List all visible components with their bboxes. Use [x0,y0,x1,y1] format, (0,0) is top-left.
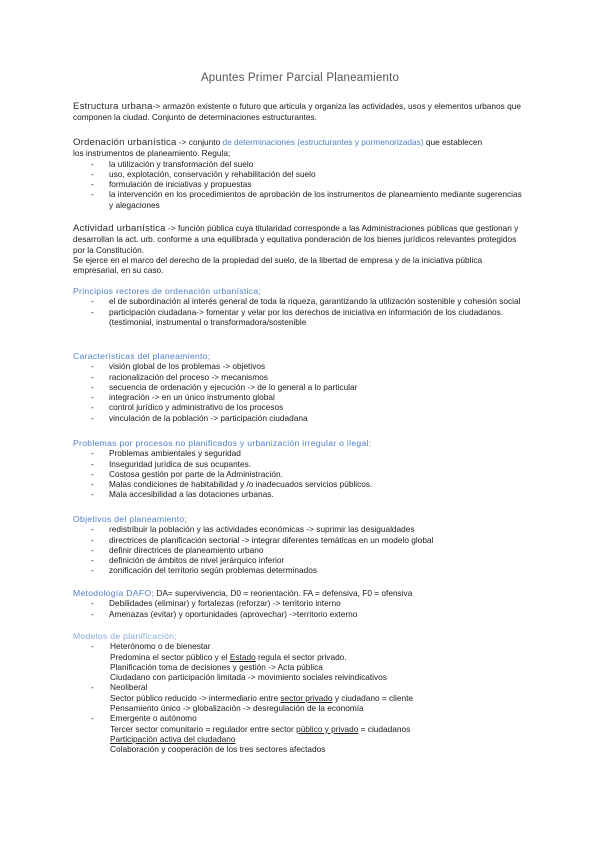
principios-list [73,296,528,327]
model-underlined: público y privado [296,723,359,734]
model-line: Pensamiento único -> globalización -> desregulación de la economía [110,703,364,714]
list-item: - Mala accesibilidad a las dotaciones urbanas. [73,489,528,499]
model-line [110,693,528,703]
list-item: - definir directrices de planeamiento urbano [73,545,528,555]
estructura-text: -> armazón existente o futuro que articula y organiza las actividades, usos y elementos urbanos que componen la ciudad. Conjunto de determinaciones estructurantes. [73,101,521,123]
ordenacion-term: Ordenación urbanística [73,137,177,148]
section-modelos [73,631,528,755]
list-item: - secuencia de ordenación y ejecución -> de lo general a lo particular [73,382,528,392]
section-principios [73,286,528,327]
model-underlined: sector privado [280,692,333,703]
dafo-heading: Metodología DAFO; [73,588,155,598]
actividad-paragraph-2: Se ejerce en el marco del derecho de la propiedad del suelo, de la libertad de empresa y de la iniciativa pública empresarial, en su caso. [73,254,483,276]
model-text: regula el sector privado. [255,651,347,662]
section-ordenacion [73,137,528,210]
list-item: - Costosa gestión por parte de la Administración. [73,469,528,479]
dafo-paragraph [73,588,528,598]
list-item: - integración -> en un único instrumento global [73,392,528,402]
list-item: - el de subordinación al interés general de toda la riqueza, garantizando la utilización sostenible y cohesión social [73,296,528,306]
list-item: - participación ciudadana-> fomentar y velar por los derechos de iniciativa en información de los ciudadanos. (testimonial, instrumental o transformadora/sostenible [73,307,528,328]
list-item: - visión global de los problemas -> objetivos [73,361,528,371]
list-item: - control jurídico y administrativo de los procesos [73,402,528,412]
list-item: - Debilidades (eliminar) y fortalezas (reforzar) -> territorio interno [73,598,528,608]
problemas-heading: Problemas por procesos no planificados y urbanización irregular o ilegal: [73,438,372,448]
caracteristicas-list [73,361,528,423]
list-item: - vinculación de la población -> participación ciudadana [73,413,528,423]
caracteristicas-heading: Características del planeamiento; [73,351,211,361]
actividad-text: -> función pública cuya titularidad corresponde a las Administraciones públicas que gestionan y desarrollan la act. urb. conforme a una equilibrada y equitativa ponderación de los bienes jurídicos relevantes protegidos por la Constitución. [73,223,519,255]
list-item: - Inseguridad jurídica de sus ocupantes. [73,459,528,469]
list-item: - formulación de iniciativas y propuestas [73,179,528,189]
list-item: - la utilización y transformación del suelo [73,159,528,169]
dafo-text: DA= supervivencia, D0 = reorientación. FA = defensiva, F0 = ofensiva [154,588,413,598]
list-item: - Malas condiciones de habitabilidad y /o inadecuados servicios públicos. [73,479,528,489]
list-item: - zonificación del territorio según problemas determinados [73,565,528,575]
problemas-list [73,448,528,499]
modelos-list [73,641,528,754]
section-actividad [73,223,528,275]
list-item: - Amenazas (evitar) y oportunidades (aprovechar) ->territorio externo [73,609,528,619]
model-line: Planificación toma de decisiones y gestión -> Acta pública [110,661,323,672]
model-text: = ciudadanos [358,723,411,734]
ordenacion-highlight: de determinaciones (estructurantes y pormenorizadas) [222,137,424,147]
model-line [110,724,528,734]
section-estructura [73,101,528,123]
actividad-paragraph [73,223,528,255]
model-item-emergente [73,713,528,754]
list-item: - redistribuir la población y las actividades económicas -> suprimir las desigualdades [73,524,528,534]
dafo-list [73,598,528,619]
estructura-paragraph [73,101,528,123]
model-item-neoliberal [73,682,528,713]
model-text: Tercer sector comunitario = regulador entre sector [110,723,297,734]
ordenacion-paragraph [73,137,528,159]
model-name: Neoliberal [110,682,148,693]
actividad-term: Actividad urbanística [73,223,166,234]
model-text: y ciudadano = cliente [332,692,414,703]
model-line: Ciudadano con participación limitada -> movimiento sociales reivindicativos [110,672,387,683]
section-caracteristicas [73,351,528,423]
model-line: Participación activa del ciudadano [110,733,236,744]
model-name: Emergente o autónomo [110,713,197,724]
objetivos-list [73,524,528,575]
list-item: - definición de ámbitos de nivel jerárquico inferior [73,555,528,565]
objetivos-heading: Objetivos del planeamiento; [73,514,188,524]
section-objetivos [73,514,528,576]
model-underlined: Estado [229,651,256,662]
model-text: Predomina el sector público y el [110,651,230,662]
section-dafo [73,588,528,619]
list-item: - la intervención en los procedimientos de aprobación de los instrumentos de planeamiento mediante sugerencias y alegaciones [73,189,528,210]
list-item: - uso, explotación, conservación y rehabilitación del suelo [73,169,528,179]
modelos-heading: Modelos de planificación; [73,631,177,641]
model-line [110,652,528,662]
list-item: - Problemas ambientales y seguridad [73,448,528,458]
list-item: - racionalización del proceso -> mecanismos [73,372,528,382]
principios-heading: Principios rectores de ordenación urbanística; [73,286,262,296]
model-text: Sector público reducido -> intermediario entre [110,692,281,703]
estructura-term: Estructura urbana [73,101,153,112]
ordenacion-rest2: los instrumentos de planeamiento. Regula; [73,148,231,159]
model-name: Heterónomo o de bienestar [110,641,211,652]
model-item-bienestar [73,641,528,682]
document-title: Apuntes Primer Parcial Planeamiento [200,72,400,84]
model-line: Colaboración y cooperación de los tres sectores afectados [110,744,326,755]
ordenacion-arrow: -> conjunto [176,137,223,147]
section-problemas [73,438,528,500]
list-item: - directrices de planificación sectorial -> integrar diferentes temáticas en un modelo global [73,535,528,545]
ordenacion-list [73,159,528,210]
ordenacion-rest1: que establecen [423,137,483,147]
